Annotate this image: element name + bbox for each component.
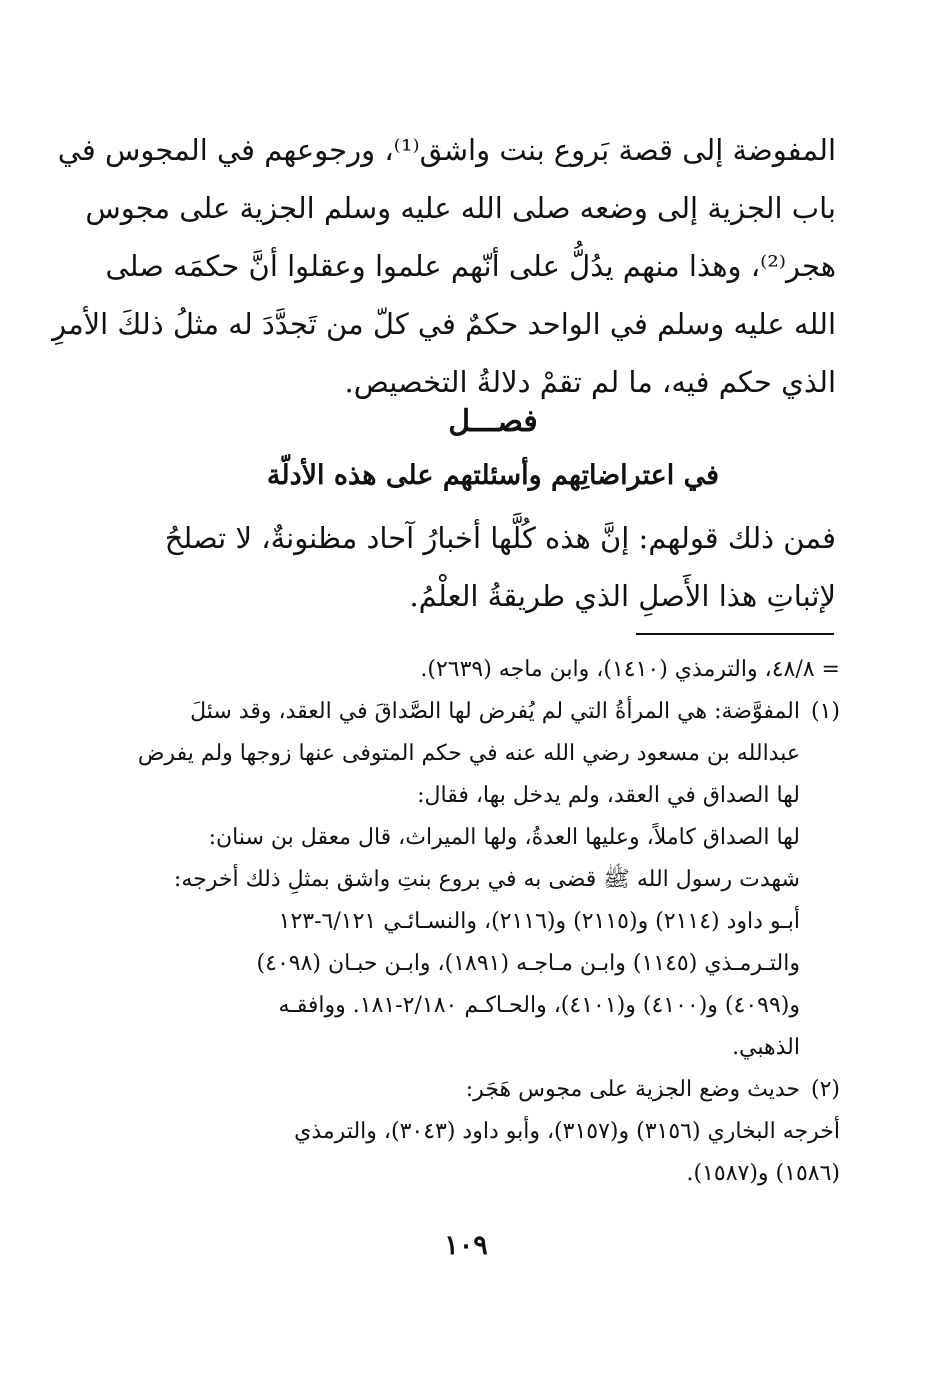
- footnote-line: أخرجه البخاري (٣١٥٦) و(٣١٥٧)، وأبو داود (٣٠٤٣)، والترمذي: [294, 1119, 840, 1144]
- footnote-line: الذهبي.: [732, 1035, 800, 1060]
- footnote-line: لها الصداق في العقد، ولم يدخل بها، فقال:: [417, 783, 800, 808]
- footnote-text: حديث وضع الجزية على مجوس هَجَر:: [465, 1077, 800, 1102]
- text-line: باب الجزية إلى وضعه صلى الله عليه وسلم الجزية على مجوس: [85, 191, 836, 225]
- text-line: الله عليه وسلم في الواحد حكمٌ في كلّ من تَجدَّدَ له مثلُ ذلكَ الأمرِ: [52, 307, 836, 341]
- main-paragraph-2: [150, 509, 836, 625]
- footnote-line: أبـو داود (٢١١٤) و(٢١١٥) و(٢١١٦)، والنسـائـي ٦/١٢١-١٢٣: [278, 909, 800, 934]
- footnote-number: (٢): [810, 1077, 840, 1102]
- footnote-separator: [636, 633, 834, 635]
- footnote-line: لها الصداق كاملاً، وعليها العدةُ، ولها الميراث، قال معقل بن سنان:: [208, 825, 800, 850]
- text-line: الذي حكم فيه، ما لم تقمْ دلالةُ التخصيص.: [344, 365, 836, 399]
- text-line: هجر⁽²⁾، وهذا منهم يدُلُّ على أنّهم علموا وعقلوا أنَّ حكمَه صلى: [105, 249, 836, 283]
- footnote-continuation: = ٤٨/٨، والترمذي (١٤١٠)، وابن ماجه (٢٦٣٩).: [420, 657, 840, 682]
- footnote-line: والتـرمـذي (١١٤٥) وابـن مـاجـه (١٨٩١)، وابـن حبـان (٤٠٩٨): [256, 951, 800, 976]
- footnote-text: المفوَّضة: هي المرأةُ التي لم يُفرض لها الصَّداقَ في العقد، وقد سئلَ: [190, 699, 800, 724]
- page-number: ١٠٩: [444, 1230, 488, 1261]
- section-title: فصـــل: [448, 404, 538, 439]
- text-line: لإثباتِ هذا الأَصلِ الذي طريقةُ العلْمُ.: [409, 579, 836, 613]
- footnotes: [137, 649, 840, 1195]
- footnote-line: (١٥٨٦) و(١٥٨٧).: [686, 1161, 840, 1186]
- footnote-number: (١): [810, 699, 840, 724]
- footnote-2-first-line: [150, 1069, 840, 1111]
- main-paragraph-1: [52, 121, 836, 411]
- text-line: فمن ذلك قولهم: إنَّ هذه كُلَّها أخبارُ آحاد مظنونةٌ، لا تصلحُ: [164, 521, 836, 555]
- footnote-1-first-line: [150, 691, 840, 733]
- footnote-line: و(٤٠٩٩) و(٤١٠٠) و(٤١٠١)، والحـاكـم ٢/١٨٠-١٨١. ووافقـه: [278, 993, 800, 1018]
- text-line: المفوضة إلى قصة بَروع بنت واشق⁽¹⁾، ورجوعهم في المجوس في: [57, 133, 836, 167]
- footnote-line: شهدت رسول الله ﷺ قضى به في بروع بنتِ واشق بمثلِ ذلك أخرجه:: [173, 867, 800, 892]
- section-subtitle: في اعتراضاتِهم وأسئلتهم على هذه الأدلّة: [266, 460, 720, 491]
- footnote-line: عبدالله بن مسعود رضي الله عنه في حكم المتوفى عنها زوجها ولم يفرض: [137, 741, 800, 766]
